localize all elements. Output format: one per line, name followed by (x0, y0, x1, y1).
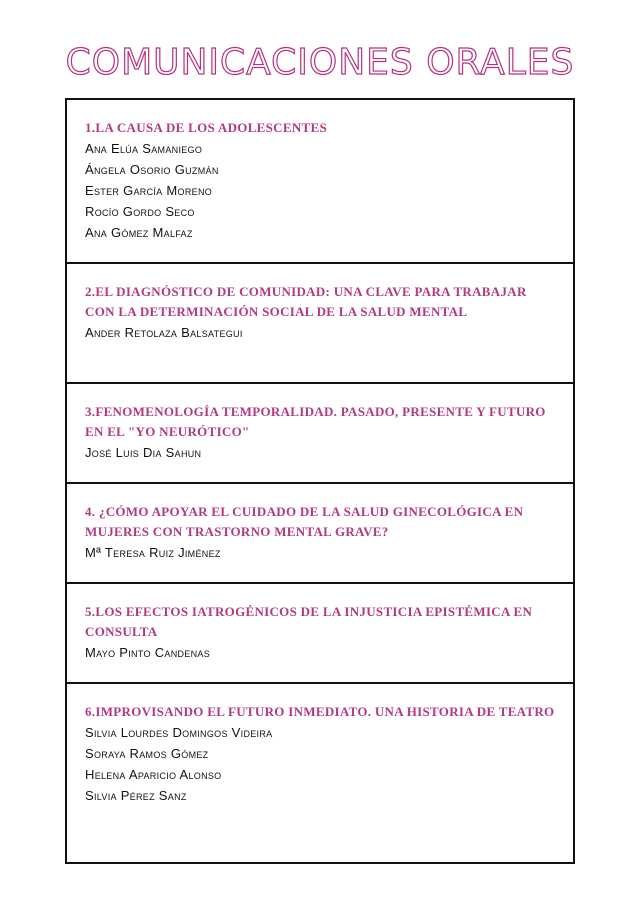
communication-4 (67, 482, 573, 582)
communication-title: 6.IMPROVISANDO EL FUTURO INMEDIATO. UNA HISTORIA DE TEATRO (85, 704, 555, 719)
communication-3 (67, 382, 573, 482)
author: Ester García Moreno (85, 183, 213, 198)
author: Ander Retolaza Balsategui (85, 325, 243, 340)
communication-1 (67, 100, 573, 262)
author: Soraya Ramos Gómez (85, 746, 209, 761)
page-title: COMUNICACIONES ORALES (65, 42, 575, 83)
communication-5 (67, 582, 573, 682)
author: Helena Aparicio Alonso (85, 767, 222, 782)
communication-2 (67, 262, 573, 382)
communication-title: 2.EL DIAGNÓSTICO DE COMUNIDAD: UNA CLAVE PARA TRABAJAR CON LA DETERMINACIÓN SOCIAL DE LA SALUD MENTAL (85, 284, 527, 319)
communications-table (65, 98, 575, 864)
communication-title: 1.LA CAUSA DE LOS ADOLESCENTES (85, 120, 327, 135)
author: Ana Gómez Malfaz (85, 225, 193, 240)
author: Rocío Gordo Seco (85, 204, 195, 219)
author: José Luis Dia Sahun (85, 445, 202, 460)
communication-6 (67, 682, 573, 864)
communication-title: 5.LOS EFECTOS IATROGÉNICOS DE LA INJUSTICIA EPISTÉMICA EN CONSULTA (85, 604, 533, 639)
author: Ana Elúa Samaniego (85, 141, 203, 156)
author: Ángela Osorio Guzmán (85, 162, 219, 177)
author: Silvia Lourdes Domingos Videira (85, 725, 273, 740)
communication-title: 4. ¿CÓMO APOYAR EL CUIDADO DE LA SALUD GINECOLÓGICA EN MUJERES CON TRASTORNO MENTAL GRAVE? (85, 504, 524, 539)
communication-title: 3.FENOMENOLOGÍA TEMPORALIDAD. PASADO, PRESENTE Y FUTURO EN EL "YO NEURÓTICO" (85, 404, 546, 439)
author: Mª Teresa Ruiz Jiménez (85, 545, 221, 560)
author: Silvia Pérez Sanz (85, 788, 187, 803)
author: Mayo Pinto Candenas (85, 645, 210, 660)
